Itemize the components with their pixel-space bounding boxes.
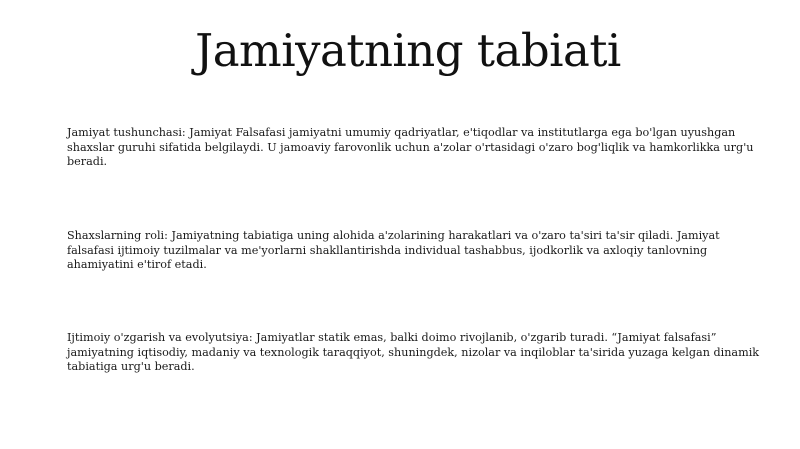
paragraph-society-concept: Jamiyat tushunchasi: Jamiyat Falsafasi jamiyatni umumiy qadriyatlar, e'tiqodlar va institutlarga ega bo'lgan uyushgan shaxslar guruhi sifatida belgilaydi. U jamoaviy farovonlik uchun a'zolar o'rtasidagi o'zaro bog'liqlik va hamkorlikka urg'u beradi. [67,126,754,168]
slide-title: Jamiyatning tabiati [195,24,621,77]
paragraph-role-of-individuals: Shaxslarning roli: Jamiyatning tabiatiga uning alohida a'zolarining harakatlari va o'zaro ta'siri ta'sir qiladi. Jamiyat falsafasi ijtimoiy tuzilmalar va me'yorlarni shakllantirishda individual tashabbus, ijodkorlik va axloqiy tanlovning ahamiyatini e'tirof etadi. [67,229,720,271]
paragraph-social-change: Ijtimoiy o'zgarish va evolyutsiya: Jamiyatlar statik emas, balki doimo rivojlanib, o'zgarib turadi. “Jamiyat falsafasi” jamiyatning iqtisodiy, madaniy va texnologik taraqqiyot, shuningdek, nizolar va inqiloblar ta'sirida yuzaga kelgan dinamik tabiatiga urg'u beradi. [67,331,760,373]
